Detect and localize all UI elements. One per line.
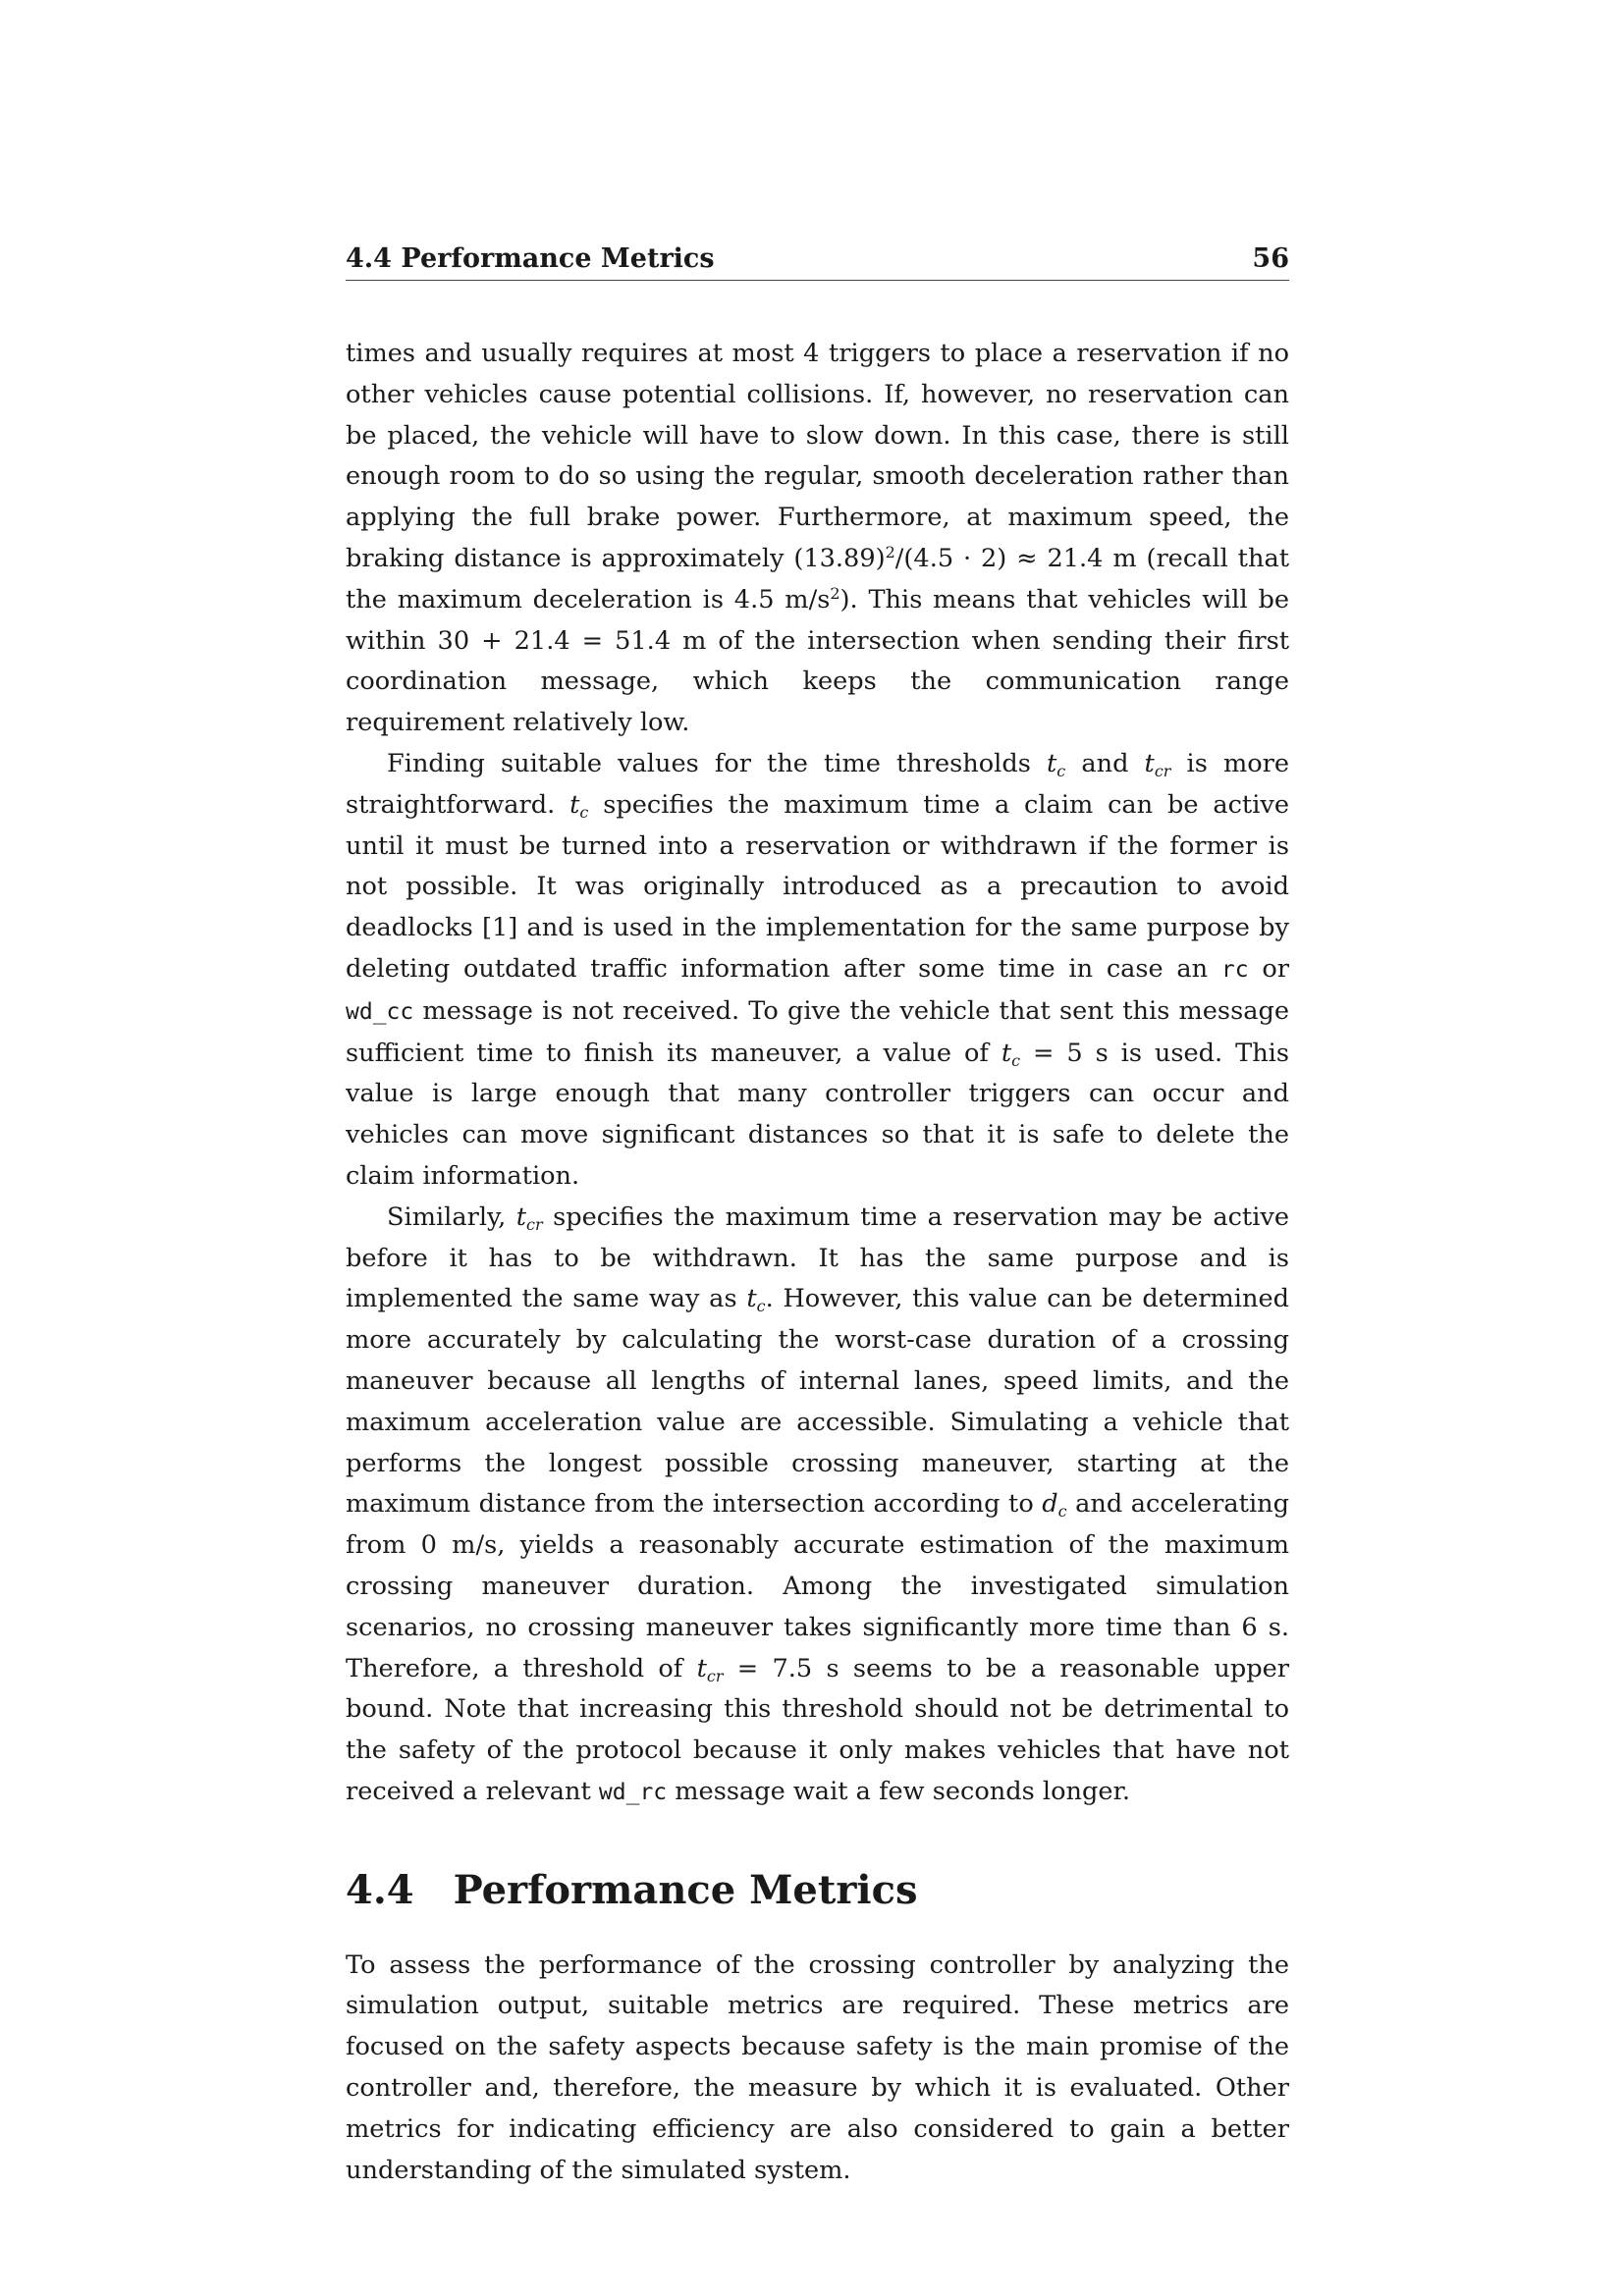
p3-text-3: . However, this value can be determined more accurately by calculating the worst-case duration of a crossing maneuver because all lengths of internal lanes, speed limits, and the maximum acceleration value are accessible. Simulating a vehicle that performs the longest possible crossing maneuver, starting at the maximum distance from the intersection according to <box>346 1284 1289 1520</box>
paragraph-2 <box>346 744 1289 1198</box>
paragraph-3 <box>346 1198 1289 1814</box>
p2-text-1: Finding suitable values for the time thresholds <box>387 748 1047 778</box>
math-t-cr: $t_{cr}$ <box>1144 748 1171 780</box>
body-text <box>346 334 1289 2191</box>
math-d-c: $d_c$ <box>1042 1489 1067 1522</box>
math-t-c: $t_c$ <box>746 1284 766 1316</box>
math-t-cr: $t_{cr}$ <box>515 1201 543 1234</box>
paragraph-1 <box>346 334 1289 744</box>
section-number: 4.4 <box>346 1866 414 1913</box>
p2-text-2: and <box>1065 748 1145 778</box>
p3-text-2: specifies the maximum time a reservation may be active before it has to be withdrawn. It has the same purpose and is implemented the same way as <box>346 1201 1289 1314</box>
p1-text-2: /(4.5 · 2) ≈ 21.4 m (recall that the maximum deceleration is 4.5 m/s <box>346 543 1289 614</box>
p2-text-4: specifies the maximum time a claim can be active until it must be turned into a reservation or withdrawn if the former is not possible. It was originally introduced as a precaution to avoid deadlocks [1] and is used in the implementation for the same purpose by deleting outdated traffic information after some time in case an <box>346 789 1289 984</box>
math-t-c: $t_c$ <box>1046 748 1066 780</box>
section-title: Performance Metrics <box>453 1866 918 1913</box>
math-t-c: $t_c$ <box>1001 1038 1021 1070</box>
p1-exponent-1: 2 <box>885 542 895 561</box>
code-wd-rc: wd_rc <box>598 1779 668 1805</box>
p3-text-4: and accelerating from 0 m/s, yields a reasonably accurate estimation of the maximum crossing maneuver duration. Among the investigated simulation scenarios, no crossing maneuver takes significantly more time than 6 s. Therefore, a threshold of <box>346 1489 1290 1683</box>
header-page-number: 56 <box>1252 243 1289 274</box>
p1-text-3: ). This means that vehicles will be within 30 + 21.4 = 51.4 m of the intersection when sending their first coordination message, which keeps the communication range requirement relatively low. <box>346 584 1289 738</box>
math-t-cr: $t_{cr}$ <box>696 1653 724 1685</box>
p1-text-1: times and usually requires at most 4 triggers to place a reservation if no other vehicles cause potential collisions. If, however, no reservation can be placed, the vehicle will have to slow down. In this case, there is still enough room to do so using the regular, smooth deceleration rather than applying the full brake power. Furthermore, at maximum speed, the braking distance is approximately (13.89) <box>346 339 1289 573</box>
code-rc: rc <box>1220 956 1249 983</box>
header-section-title: 4.4 Performance Metrics <box>346 243 715 274</box>
paragraph-4: To assess the performance of the crossing controller by analyzing the simulation output, suitable metrics are required. These metrics are focused on the safety aspects because safety is the main promise of the controller and, therefore, the measure by which it is evaluated. Other metrics for indicating efficiency are also considered to gain a better understanding of the simulated system. <box>346 1949 1289 2185</box>
p2-text-3: is more straightforward. <box>346 748 1289 820</box>
code-wd-cc: wd_cc <box>346 998 414 1025</box>
p2-text-7: = 5 s is used. This value is large enough that many controller triggers can occur and vehicles can move significant distances so that it is safe to delete the claim information. <box>346 1038 1289 1191</box>
p3-text-6: message wait a few seconds longer. <box>667 1776 1131 1806</box>
p2-text-6: message is not received. To give the vehicle that sent this message sufficient time to finish its maneuver, a value of <box>346 995 1289 1068</box>
p3-text-1: Similarly, <box>387 1201 516 1232</box>
p3-text-5: = 7.5 s seems to be a reasonable upper bound. Note that increasing this threshold should not be detrimental to the safety of the protocol because it only makes vehicles that have not received a relevant <box>346 1653 1290 1806</box>
math-t-c: $t_c$ <box>569 789 589 822</box>
running-header <box>346 241 1289 281</box>
p2-text-5: or <box>1248 953 1290 984</box>
section-heading <box>346 1865 1289 1916</box>
p1-exponent-2: 2 <box>830 583 840 603</box>
